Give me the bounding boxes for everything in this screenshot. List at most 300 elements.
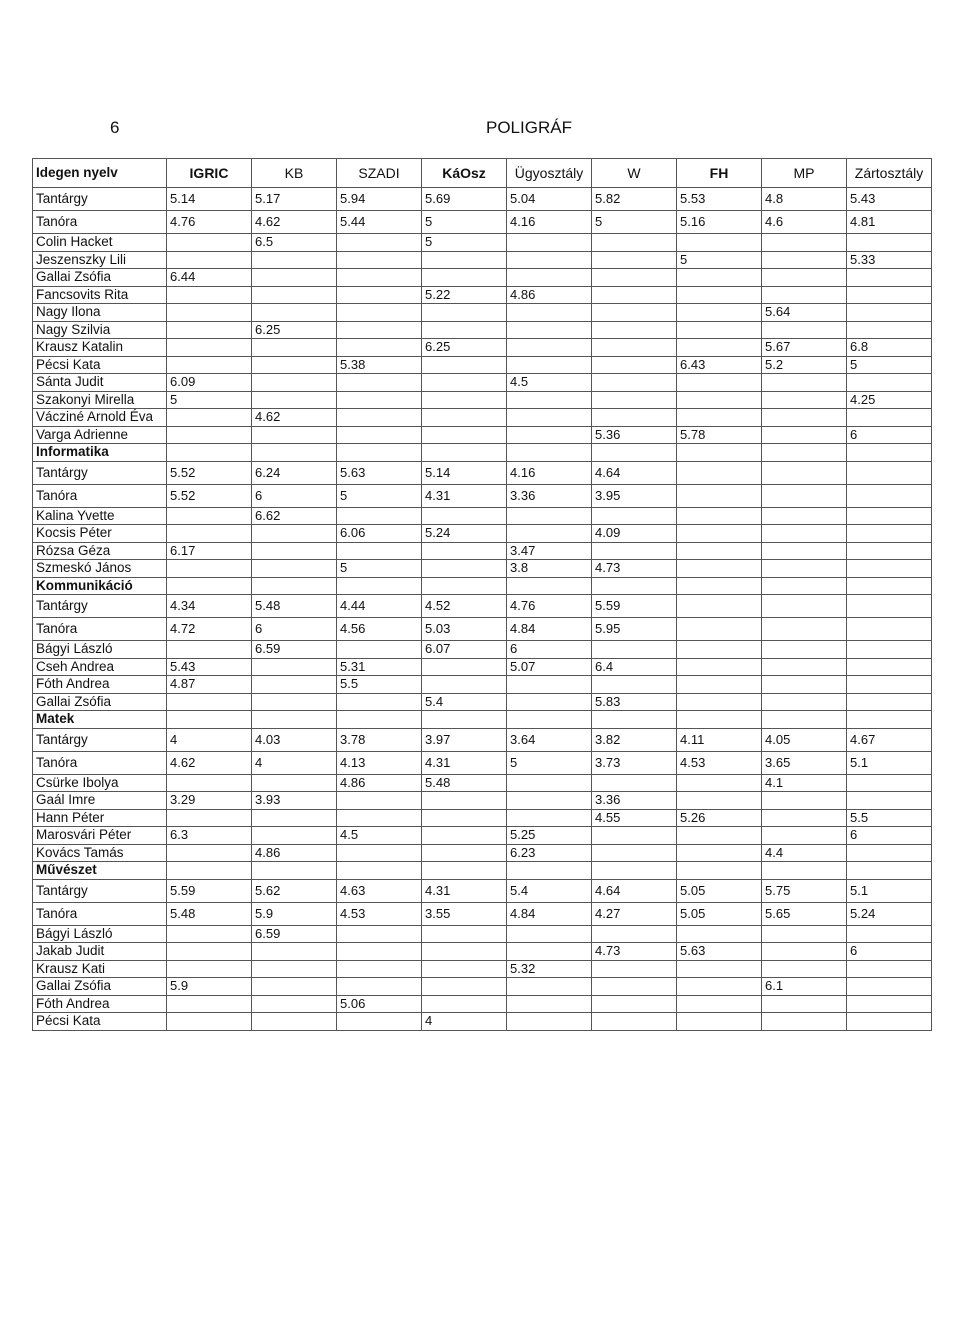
value-cell: 5.14 <box>422 461 507 484</box>
section-header-row <box>33 444 932 462</box>
value-cell <box>762 409 847 427</box>
value-cell: 5.38 <box>337 356 422 374</box>
value-cell <box>762 374 847 392</box>
value-cell: 4.62 <box>167 751 252 774</box>
value-cell <box>762 542 847 560</box>
value-cell <box>677 844 762 862</box>
value-cell: 5.33 <box>847 251 932 269</box>
value-cell: 5.94 <box>337 188 422 211</box>
person-name: Bágyi László <box>33 641 167 659</box>
value-cell <box>847 960 932 978</box>
value-cell: 5 <box>507 751 592 774</box>
empty-cell <box>167 862 252 880</box>
value-cell: 3.78 <box>337 728 422 751</box>
row-label: Tanóra <box>33 484 167 507</box>
value-cell <box>252 525 337 543</box>
person-name: Kovács Tamás <box>33 844 167 862</box>
empty-cell <box>167 711 252 729</box>
person-row <box>33 234 932 252</box>
value-cell <box>847 995 932 1013</box>
person-name: Bágyi László <box>33 925 167 943</box>
value-cell: 5.43 <box>167 658 252 676</box>
value-cell: 6 <box>847 943 932 961</box>
value-cell <box>762 251 847 269</box>
value-cell <box>847 978 932 996</box>
value-cell: 6.17 <box>167 542 252 560</box>
person-row <box>33 943 932 961</box>
empty-cell <box>337 711 422 729</box>
value-cell: 5.03 <box>422 618 507 641</box>
person-name: Fóth Andrea <box>33 676 167 694</box>
value-cell <box>592 234 677 252</box>
column-header: W <box>592 159 677 188</box>
empty-cell <box>252 711 337 729</box>
value-cell <box>167 960 252 978</box>
empty-cell <box>592 577 677 595</box>
value-cell <box>167 809 252 827</box>
value-cell <box>337 542 422 560</box>
value-cell: 6.8 <box>847 339 932 357</box>
value-cell <box>422 978 507 996</box>
value-cell <box>422 356 507 374</box>
person-name: Varga Adrienne <box>33 426 167 444</box>
value-cell <box>847 676 932 694</box>
person-name: Gallai Zsófia <box>33 269 167 287</box>
person-name: Gallai Zsófia <box>33 978 167 996</box>
value-cell <box>762 827 847 845</box>
value-cell <box>847 507 932 525</box>
value-cell <box>167 426 252 444</box>
value-cell <box>847 374 932 392</box>
summary-row <box>33 188 932 211</box>
value-cell <box>507 234 592 252</box>
person-row <box>33 693 932 711</box>
value-cell <box>167 525 252 543</box>
value-cell: 6.23 <box>507 844 592 862</box>
value-cell <box>422 391 507 409</box>
value-cell <box>252 426 337 444</box>
section-header-row <box>33 159 932 188</box>
value-cell: 4.72 <box>167 618 252 641</box>
person-name: Colin Hacket <box>33 234 167 252</box>
value-cell <box>677 618 762 641</box>
value-cell <box>677 234 762 252</box>
value-cell: 5.05 <box>677 902 762 925</box>
summary-row <box>33 728 932 751</box>
empty-cell <box>337 444 422 462</box>
value-cell: 4.03 <box>252 728 337 751</box>
value-cell <box>592 827 677 845</box>
section-title: Idegen nyelv <box>33 159 167 188</box>
value-cell: 5.9 <box>167 978 252 996</box>
value-cell <box>592 356 677 374</box>
grades-table <box>32 158 932 1031</box>
column-header: MP <box>762 159 847 188</box>
value-cell <box>337 792 422 810</box>
person-row <box>33 525 932 543</box>
value-cell <box>337 978 422 996</box>
value-cell: 5.1 <box>847 879 932 902</box>
value-cell <box>167 1013 252 1031</box>
value-cell: 5.95 <box>592 618 677 641</box>
value-cell <box>847 409 932 427</box>
section-header-row <box>33 577 932 595</box>
empty-cell <box>422 444 507 462</box>
value-cell <box>507 925 592 943</box>
value-cell: 4.84 <box>507 902 592 925</box>
value-cell <box>847 618 932 641</box>
value-cell: 5.16 <box>677 211 762 234</box>
value-cell <box>422 269 507 287</box>
value-cell <box>337 844 422 862</box>
value-cell: 3.36 <box>507 484 592 507</box>
value-cell <box>252 943 337 961</box>
value-cell <box>167 304 252 322</box>
person-name: Csürke Ibolya <box>33 774 167 792</box>
value-cell: 4.5 <box>337 827 422 845</box>
empty-cell <box>507 577 592 595</box>
person-name: Hann Péter <box>33 809 167 827</box>
value-cell: 6.59 <box>252 641 337 659</box>
column-header: FH <box>677 159 762 188</box>
value-cell <box>677 391 762 409</box>
value-cell: 5.31 <box>337 658 422 676</box>
value-cell: 5.22 <box>422 286 507 304</box>
value-cell <box>507 792 592 810</box>
value-cell: 5.65 <box>762 902 847 925</box>
value-cell: 5.5 <box>847 809 932 827</box>
empty-cell <box>677 862 762 880</box>
value-cell: 5.05 <box>677 879 762 902</box>
value-cell <box>507 321 592 339</box>
empty-cell <box>592 711 677 729</box>
value-cell <box>762 658 847 676</box>
value-cell <box>252 356 337 374</box>
value-cell: 5.24 <box>847 902 932 925</box>
person-name: Szmeskó János <box>33 560 167 578</box>
value-cell <box>762 560 847 578</box>
value-cell <box>167 234 252 252</box>
summary-row <box>33 595 932 618</box>
value-cell <box>422 321 507 339</box>
value-cell: 5.67 <box>762 339 847 357</box>
value-cell <box>422 792 507 810</box>
person-name: Szakonyi Mirella <box>33 391 167 409</box>
value-cell <box>252 286 337 304</box>
value-cell: 4.44 <box>337 595 422 618</box>
value-cell <box>337 960 422 978</box>
value-cell: 4.09 <box>592 525 677 543</box>
value-cell <box>762 676 847 694</box>
person-row <box>33 978 932 996</box>
value-cell: 5.63 <box>677 943 762 961</box>
value-cell <box>422 409 507 427</box>
row-label: Tanóra <box>33 211 167 234</box>
person-row <box>33 391 932 409</box>
value-cell: 6.24 <box>252 461 337 484</box>
value-cell: 4.73 <box>592 560 677 578</box>
value-cell: 4.76 <box>507 595 592 618</box>
value-cell <box>422 995 507 1013</box>
person-row <box>33 507 932 525</box>
value-cell <box>422 542 507 560</box>
person-name: Jakab Judit <box>33 943 167 961</box>
person-row <box>33 809 932 827</box>
row-label: Tantárgy <box>33 461 167 484</box>
person-name: Gaál Imre <box>33 792 167 810</box>
value-cell <box>677 1013 762 1031</box>
value-cell <box>762 792 847 810</box>
empty-cell <box>167 444 252 462</box>
value-cell <box>337 286 422 304</box>
value-cell: 5.64 <box>762 304 847 322</box>
value-cell <box>677 269 762 287</box>
person-row <box>33 827 932 845</box>
value-cell: 5.43 <box>847 188 932 211</box>
value-cell <box>422 251 507 269</box>
person-row <box>33 995 932 1013</box>
value-cell: 4.6 <box>762 211 847 234</box>
value-cell <box>507 356 592 374</box>
column-header: Ügyosztály <box>507 159 592 188</box>
value-cell <box>337 339 422 357</box>
value-cell <box>337 374 422 392</box>
row-label: Tantárgy <box>33 879 167 902</box>
value-cell <box>252 827 337 845</box>
value-cell: 5.83 <box>592 693 677 711</box>
value-cell <box>252 542 337 560</box>
value-cell <box>167 844 252 862</box>
value-cell <box>252 960 337 978</box>
column-header: SZADI <box>337 159 422 188</box>
value-cell: 4.73 <box>592 943 677 961</box>
value-cell: 6.5 <box>252 234 337 252</box>
person-row <box>33 560 932 578</box>
value-cell <box>677 560 762 578</box>
empty-cell <box>677 577 762 595</box>
value-cell <box>592 774 677 792</box>
value-cell <box>677 542 762 560</box>
value-cell: 4 <box>167 728 252 751</box>
value-cell: 3.47 <box>507 542 592 560</box>
person-row <box>33 641 932 659</box>
value-cell <box>847 693 932 711</box>
value-cell: 4.31 <box>422 879 507 902</box>
person-name: Jeszenszky Lili <box>33 251 167 269</box>
value-cell: 5.69 <box>422 188 507 211</box>
value-cell: 5.75 <box>762 879 847 902</box>
summary-row <box>33 461 932 484</box>
value-cell: 4.52 <box>422 595 507 618</box>
value-cell: 4.31 <box>422 751 507 774</box>
value-cell: 3.55 <box>422 902 507 925</box>
value-cell <box>592 1013 677 1031</box>
value-cell: 6 <box>847 426 932 444</box>
value-cell <box>507 809 592 827</box>
value-cell: 5.24 <box>422 525 507 543</box>
value-cell <box>422 827 507 845</box>
value-cell: 5.14 <box>167 188 252 211</box>
value-cell <box>847 269 932 287</box>
value-cell <box>507 943 592 961</box>
person-name: Gallai Zsófia <box>33 693 167 711</box>
value-cell <box>762 286 847 304</box>
person-row <box>33 374 932 392</box>
value-cell <box>422 844 507 862</box>
value-cell <box>677 978 762 996</box>
empty-cell <box>762 862 847 880</box>
value-cell <box>507 774 592 792</box>
value-cell <box>507 339 592 357</box>
value-cell: 4.87 <box>167 676 252 694</box>
value-cell: 6.25 <box>252 321 337 339</box>
value-cell: 4.34 <box>167 595 252 618</box>
person-row <box>33 409 932 427</box>
value-cell <box>847 925 932 943</box>
value-cell <box>422 943 507 961</box>
value-cell: 5.32 <box>507 960 592 978</box>
value-cell <box>677 658 762 676</box>
value-cell <box>847 844 932 862</box>
value-cell <box>762 321 847 339</box>
value-cell: 5.59 <box>167 879 252 902</box>
row-label: Tanóra <box>33 618 167 641</box>
value-cell <box>167 995 252 1013</box>
value-cell: 3.8 <box>507 560 592 578</box>
value-cell <box>252 339 337 357</box>
value-cell <box>847 525 932 543</box>
value-cell <box>422 560 507 578</box>
value-cell <box>677 595 762 618</box>
value-cell <box>337 426 422 444</box>
summary-row <box>33 902 932 925</box>
value-cell <box>762 1013 847 1031</box>
value-cell <box>422 925 507 943</box>
value-cell <box>677 995 762 1013</box>
value-cell <box>507 693 592 711</box>
value-cell <box>592 374 677 392</box>
value-cell <box>337 943 422 961</box>
person-name: Marosvári Péter <box>33 827 167 845</box>
value-cell <box>337 269 422 287</box>
value-cell: 3.82 <box>592 728 677 751</box>
value-cell <box>592 304 677 322</box>
value-cell: 5.1 <box>847 751 932 774</box>
value-cell <box>592 676 677 694</box>
value-cell <box>592 409 677 427</box>
value-cell: 4.5 <box>507 374 592 392</box>
section-title: Kommunikáció <box>33 577 167 595</box>
value-cell <box>592 960 677 978</box>
empty-cell <box>252 444 337 462</box>
value-cell <box>847 321 932 339</box>
value-cell: 4.11 <box>677 728 762 751</box>
value-cell <box>762 641 847 659</box>
value-cell: 5 <box>677 251 762 269</box>
value-cell: 4.86 <box>507 286 592 304</box>
person-row <box>33 844 932 862</box>
value-cell: 4.53 <box>337 902 422 925</box>
empty-cell <box>847 577 932 595</box>
value-cell: 4.64 <box>592 461 677 484</box>
value-cell <box>507 995 592 1013</box>
value-cell <box>592 286 677 304</box>
column-header: Zártosztály <box>847 159 932 188</box>
value-cell <box>677 409 762 427</box>
empty-cell <box>677 444 762 462</box>
value-cell <box>847 560 932 578</box>
value-cell: 4.62 <box>252 409 337 427</box>
value-cell: 5 <box>337 560 422 578</box>
value-cell: 4.31 <box>422 484 507 507</box>
value-cell <box>507 525 592 543</box>
value-cell <box>592 507 677 525</box>
page-title: POLIGRÁF <box>486 118 572 137</box>
value-cell <box>337 409 422 427</box>
summary-row <box>33 751 932 774</box>
value-cell <box>507 676 592 694</box>
value-cell: 5.52 <box>167 484 252 507</box>
column-header: IGRIC <box>167 159 252 188</box>
value-cell <box>337 251 422 269</box>
value-cell: 4.56 <box>337 618 422 641</box>
value-cell <box>762 960 847 978</box>
person-name: Rózsa Géza <box>33 542 167 560</box>
empty-cell <box>847 444 932 462</box>
value-cell <box>507 391 592 409</box>
value-cell <box>762 461 847 484</box>
value-cell: 6.07 <box>422 641 507 659</box>
value-cell <box>252 391 337 409</box>
value-cell: 5.48 <box>422 774 507 792</box>
value-cell <box>167 321 252 339</box>
value-cell <box>167 356 252 374</box>
value-cell: 6.3 <box>167 827 252 845</box>
empty-cell <box>422 862 507 880</box>
value-cell <box>847 461 932 484</box>
value-cell <box>337 391 422 409</box>
person-name: Nagy Ilona <box>33 304 167 322</box>
value-cell <box>762 595 847 618</box>
table-body <box>33 159 932 1031</box>
value-cell <box>337 234 422 252</box>
value-cell: 5.04 <box>507 188 592 211</box>
value-cell: 3.65 <box>762 751 847 774</box>
value-cell <box>762 507 847 525</box>
value-cell <box>592 641 677 659</box>
value-cell <box>167 339 252 357</box>
value-cell <box>252 560 337 578</box>
summary-row <box>33 879 932 902</box>
value-cell: 4.53 <box>677 751 762 774</box>
person-name: Nagy Szilvia <box>33 321 167 339</box>
value-cell <box>167 251 252 269</box>
value-cell: 3.29 <box>167 792 252 810</box>
empty-cell <box>252 862 337 880</box>
value-cell <box>252 978 337 996</box>
value-cell <box>252 676 337 694</box>
value-cell: 6.43 <box>677 356 762 374</box>
value-cell: 5.4 <box>507 879 592 902</box>
value-cell: 5.17 <box>252 188 337 211</box>
value-cell <box>422 960 507 978</box>
value-cell: 5 <box>337 484 422 507</box>
value-cell <box>592 978 677 996</box>
empty-cell <box>762 577 847 595</box>
value-cell <box>337 693 422 711</box>
summary-row <box>33 618 932 641</box>
value-cell <box>847 595 932 618</box>
